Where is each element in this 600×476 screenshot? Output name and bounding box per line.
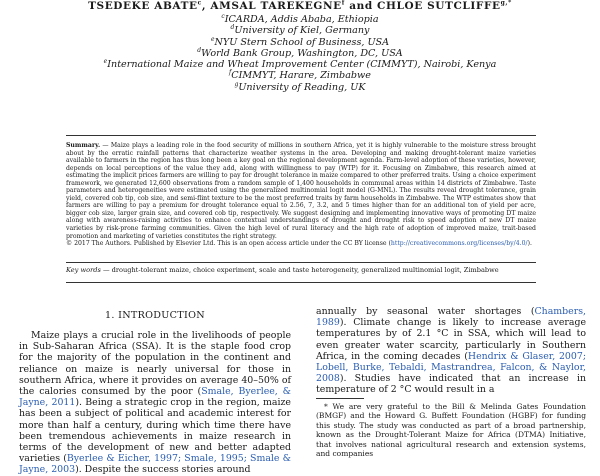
- left-column: [19, 316, 291, 476]
- author-abate: TSEDEKE ABATE: [88, 0, 198, 12]
- keywords-text: — drought-tolerant maize, choice experiment, scale and taste heterogeneity, generalized multinomial logit, Zimbabwe: [100, 266, 499, 274]
- body-text: ). Studies have indicated that an increase in temperature of 2 °C would result in a: [316, 373, 586, 396]
- affiliation: [0, 82, 600, 93]
- intro-paragraph: [19, 330, 291, 476]
- affiliation-mark: e: [210, 35, 215, 43]
- affiliation-mark: e: [103, 58, 108, 65]
- author-sutcliffe: and CHLOE SUTCLIFFE: [344, 0, 501, 12]
- affiliation-text: University of Reading, UK: [238, 81, 366, 93]
- copyright-end: ).: [527, 240, 532, 248]
- right-column: [316, 306, 586, 396]
- abstract-label: Summary.: [66, 142, 101, 149]
- keywords-label: Key words: [66, 266, 101, 274]
- section-title-introduction: 1. INTRODUCTION: [105, 310, 205, 321]
- author-mark: c: [197, 0, 202, 7]
- abstract: [66, 142, 536, 248]
- intro-text: ). Being a strategic crop in the region, maize has been a subject of political and academic interest for more than half a century, during which time there have been tremendous achievements in maize research in terms of the development of new and better adapted varieties (: [19, 397, 291, 465]
- affiliation: [0, 14, 600, 25]
- keywords-bottom-rule: [66, 282, 536, 283]
- author-line: [0, 0, 600, 13]
- intro-text: Maize plays a crucial role in the livelihoods of people in Sub-Saharan Africa (SSA). It is the staple food crop for the majority of the population in the continent and reliance on maize is nearly universal for those in southern Africa, where it provides on average 40–50% of the calories consumed by the poor (: [19, 330, 291, 398]
- affiliation-list: [0, 14, 600, 93]
- license-link[interactable]: http://creativecommons.org/licenses/by/4.0/: [390, 240, 528, 248]
- affiliation-text: University of Kiel, Germany: [234, 25, 370, 37]
- abstract-top-rule: [66, 135, 536, 136]
- footnote-rule: [316, 398, 364, 399]
- affiliation: [0, 25, 600, 36]
- citation-link[interactable]: Chambers, 1989: [316, 306, 586, 329]
- affiliation-text: International Maize and Wheat Improvement Center (CIMMYT), Nairobi, Kenya: [107, 59, 497, 71]
- citation-link[interactable]: Byerlee & Eicher, 1997; Smale, 1995; Smale & Jayne, 2003: [19, 453, 291, 476]
- keywords-top-rule: [66, 262, 536, 263]
- affiliation-mark: c: [221, 12, 225, 20]
- copyright-text: © 2017 The Authors. Published by Elsevier Ltd. This is an open access article under the CC BY license (: [66, 240, 391, 248]
- affiliation-text: World Bank Group, Washington, DC, USA: [201, 47, 403, 59]
- body-text: annually by seasonal water shortages (: [316, 306, 535, 317]
- affiliation-mark: d: [197, 46, 202, 54]
- affiliation: [0, 59, 600, 70]
- author-tarekegne: , AMSAL TAREKEGNE: [201, 0, 342, 12]
- citation-link[interactable]: Smale, Byerlee, & Jayne, 2011: [19, 386, 292, 409]
- author-mark: g,*: [500, 0, 512, 7]
- body-text: ). Climate change is likely to increase average temperatures by of 2.1 °C in SSA, which will lead to even greater water scarcity, particularly in Southern Africa, in the coming decades (: [316, 317, 586, 362]
- right-paragraph: [316, 306, 586, 396]
- citation-link[interactable]: Hendrix & Glaser, 2007; Lobell, Burke, Tebaldi, Mastrandrea, Falcon, & Naylor, 2008: [316, 350, 586, 385]
- affiliation-mark: d: [230, 24, 235, 32]
- abstract-text: — Maize plays a leading role in the food security of millions in southern Africa, yet it is highly vulnerable to the moisture stress brought about by the erratic rainfall patterns that characterize weather systems in the area. Developing and making drought-tolerant maize varieties available to farmers in the region has thus long been a key goal on the regional development agenda. Farm-level adoption of these varieties, however, depends on local perceptions of the value they add, along with willingness to pay (WTP) for it. Focusing on Zimbabwe, this research aimed at estimating the implicit prices farmers are willing to pay for drought tolerance in maize compared to other preferred traits. Using a choice experiment framework, we generated 12,600 observations from a random sample of 1,400 households in communal areas within 14 districts of Zimbabwe. Taste parameters and heterogeneities were estimated using the generalized multinomial logit model (G-MNL). The results reveal drought tolerance, grain yield, covered cob tip, cob size, and semi-flint texture to be the most preferred traits by farm households in Zimbabwe. The WTP estimates show that farmers are willing to pay a premium for drought tolerance equal to 2.56, 7, 3.2, and 5 times higher than for an additional ton of yield per acre, bigger cob size, larger grain size, and covered cob tip, respectively. We suggest designing and implementing innovative ways of promoting DT maize along with awareness-raising activities to enhance contextual understandings of drought and drought risk to speed adoption of new DT maize varieties by risk-prone farming communities. Given the high level of rural literacy and the high rate of adoption of improved maize, trait-based promotion and marketing of varieties constitutes the right strategy.: [66, 142, 536, 240]
- affiliation-text: CIMMYT, Harare, Zimbabwe: [231, 70, 371, 82]
- affiliation: [0, 70, 600, 81]
- affiliation-text: NYU Stern School of Business, USA: [214, 36, 390, 48]
- affiliation-mark: g: [234, 80, 239, 88]
- affiliation: [0, 37, 600, 48]
- footnote-text: * We are very grateful to the Bill & Melinda Gates Foundation (BMGF) and the Howard G. Buffett Foundation (HGBF) for funding this study. The study was conducted as part of a broad partnership, known as the Drought-Tolerant Maize for Africa (DTMA) Initiative, that involves national agricultural research and extension systems, and companies: [316, 402, 586, 459]
- keywords: [66, 266, 536, 275]
- intro-text: ). Despite the success stories around: [75, 464, 251, 476]
- author-mark: f: [341, 0, 345, 7]
- affiliation-text: ICARDA, Addis Ababa, Ethiopia: [224, 14, 379, 25]
- affiliation-mark: f: [229, 69, 232, 77]
- affiliation: [0, 48, 600, 59]
